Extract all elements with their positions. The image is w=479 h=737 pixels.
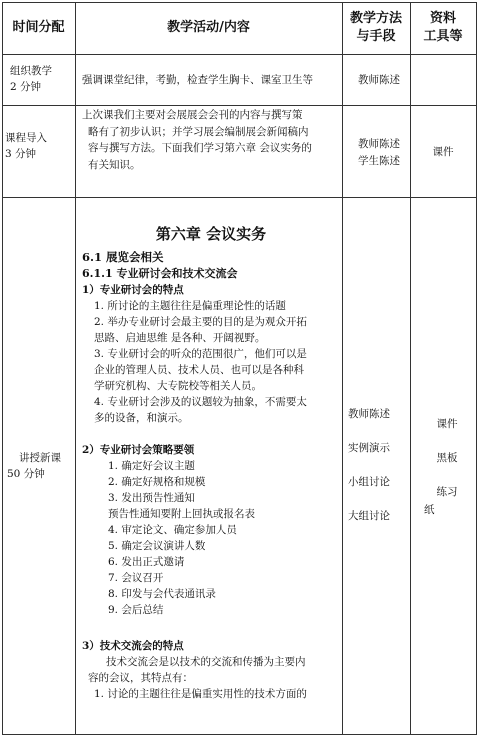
header-tools [410,2,476,54]
row3-methods [348,406,410,542]
header-activity-label: 教学活动/内容 [167,20,250,35]
topic-heading: 3）技术交流会的特点 [82,640,184,652]
step-item: 9. 会后总结 [108,604,164,616]
grid-line [2,2,3,735]
row2-time-duration: 3 分钟 [5,148,37,160]
header-tools-label: 资料 [429,11,456,26]
row1-method [358,72,410,89]
header-method-label: 教学方法 [349,11,402,26]
row2-method-text-2: 学生陈述 [358,154,400,167]
row1-time-duration: 2 分钟 [10,81,42,93]
step-item: 预告性通知要附上回执或报名表 [108,508,255,520]
topic-heading: 2）专业研讨会策略要领 [82,444,195,456]
row1-method-text: 教师陈述 [358,74,400,86]
step-item: 1. 确定好会议主题 [108,460,195,472]
row3-time-duration: 50 分钟 [7,468,45,480]
row2-activity-line: 有关知识。 [88,158,141,171]
chapter-title: 第六章 会议实务 [155,225,267,243]
row3-time [7,450,73,482]
row2-time [5,130,73,162]
row2-tools [410,144,476,161]
paragraph-line: 思路、启迪思维 是各种、开阔视野。 [94,332,266,344]
row2-method-text: 教师陈述 [358,138,400,150]
step-item: 4. 审定论文、确定参加人员 [108,524,237,536]
header-method [342,2,410,54]
row3-tools-item: 课件 [436,418,458,430]
row3-time-title: 讲授新课 [19,452,61,464]
grid-line [2,54,477,55]
step-item: 8. 印发与会代表通讯录 [108,588,216,600]
row2-activity-line: 上次课我们主要对会展展会会刊的内容与撰写策 [82,109,303,121]
grid-line [2,734,477,735]
row1-time-title: 组织教学 [10,65,52,77]
row3-tools-item: 黑板 [436,452,458,464]
paragraph-line: 3. 专业研讨会的听众的范围很广，他们可以是 [94,348,307,360]
paragraph-line: 1. 讨论的主题往往是偏重实用性的技术方面的 [94,688,307,700]
grid-line [476,2,477,735]
step-item: 7. 会议召开 [108,572,164,584]
row1-activity-text: 强调课堂纪律，考勤，检查学生胸卡、课室卫生等 [82,74,313,86]
row2-tools-text: 课件 [432,146,454,158]
grid-line [342,2,343,735]
row2-activity-line: 容与撰写方法。下面我们学习第六章 会议实务的 [88,142,312,154]
paragraph-line: 企业的管理人员、技术人员、也可以是各种科 [94,364,304,376]
step-item: 5. 确定会议演讲人数 [108,540,206,552]
row2-time-title: 课程导入 [5,132,47,144]
lesson-plan-table [2,2,477,735]
row3-tools-item: 纸 [424,504,435,516]
step-item: 3. 发出预告性通知 [108,492,195,504]
paragraph-line: 技术交流会是以技术的交流和传播为主要内 [106,656,306,668]
paragraph-line: 容的会议，其特点有： [88,672,193,684]
paragraph-line: 4. 专业研讨会涉及的议题较为抽象，不需要太 [94,396,307,408]
paragraph-line: 多的设备，和演示。 [94,412,189,424]
row2-activity [82,107,340,173]
header-time-label: 时间分配 [12,20,65,35]
row2-activity-line: 略有了初步认识；并学习展会编制展会新闻稿内 [88,125,309,138]
row3-method-item: 教师陈述 [348,408,390,420]
topic-heading: 1）专业研讨会的特点 [82,284,184,296]
section-heading: 6.1 展览会相关 [82,250,164,264]
paragraph-line: 2. 举办专业研讨会最主要的目的是为观众开拓 [94,316,307,328]
row3-method-item: 实例演示 [348,442,390,454]
subsection-heading: 6.1.1 专业研讨会和技术交流会 [82,267,238,280]
grid-line [2,105,477,106]
row2-method [348,136,410,169]
row3-tools [410,416,476,520]
grid-line [410,2,411,735]
row1-time [10,63,72,95]
row1-activity [82,72,340,89]
paragraph-line: 学研究机构、大专院校等相关人员。 [94,380,262,392]
paragraph-line: 1. 所讨论的主题往往是偏重理论性的话题 [94,300,286,312]
header-method-label-2: 与手段 [356,29,396,44]
row3-activity [82,198,340,702]
row3-method-item: 小组讨论 [348,476,390,488]
step-item: 2. 确定好规格和规模 [108,476,206,488]
grid-line [75,2,76,735]
header-tools-label-2: 工具等 [423,29,463,44]
row3-method-item: 大组讨论 [348,510,390,522]
row3-tools-item: 练习 [436,486,458,498]
header-time [2,2,75,54]
step-item: 6. 发出正式邀请 [108,556,185,568]
header-activity [75,2,342,54]
